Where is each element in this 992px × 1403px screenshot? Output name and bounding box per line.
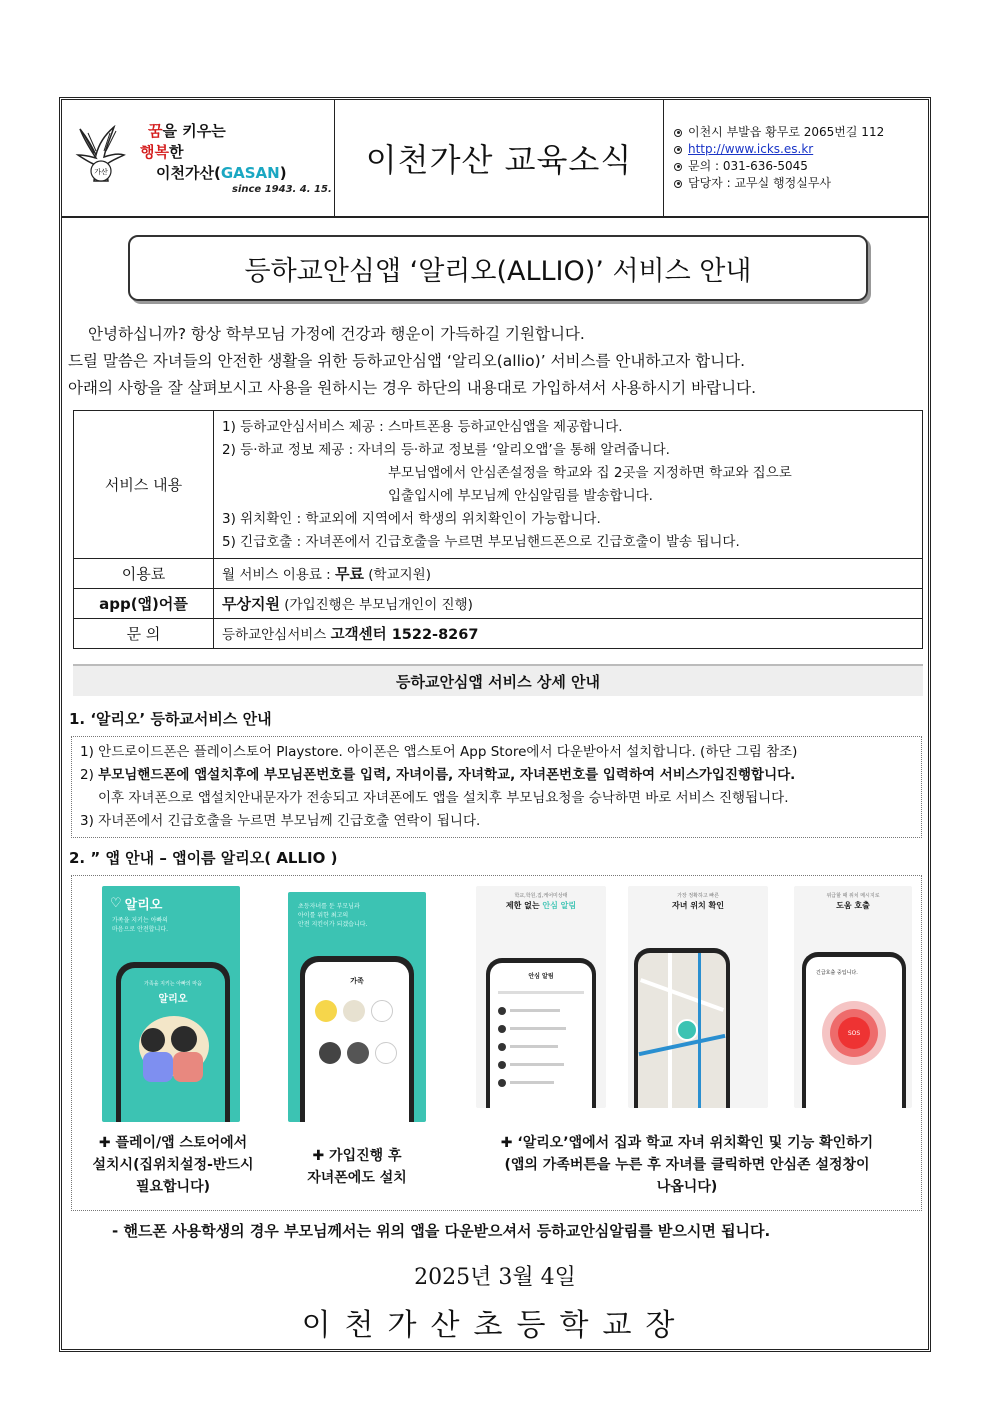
app-screenshots-box <box>71 875 922 1211</box>
intro-line-2: 드릴 말씀은 자녀들의 안전한 생활을 위한 등하교안심앱 ‘알리오(allio)’ 서비스를 안내하고자 합니다. <box>68 352 746 370</box>
section-1-line-4: 3) 자녀폰에서 긴급호출을 누르면 부모님께 긴급호출 연락이 됩니다. <box>80 813 481 829</box>
app-screenshot-4: 가장 정확하고 빠른 자녀 위치 확인 <box>628 886 768 1108</box>
app-screenshot-5: 위급할 때 위치 메시지로 도움 호출 긴급호출 중입니다. SOS <box>794 886 912 1108</box>
fee-label: 이용료 <box>74 559 214 589</box>
phone-row: 문의 : 031-636-5045 <box>674 158 928 175</box>
heart-icon: ♡ <box>110 896 122 911</box>
newsletter-frame <box>59 97 931 1352</box>
app-cell: 무상지원 (가입진행은 부모님개인이 진행) <box>214 589 923 619</box>
app-screenshot-2: 초등자녀를 둔 부모님과 아이를 위한 최고의 안전 지킨이가 되겠습니다. 가족 <box>288 892 426 1122</box>
caption-3: ✚ ‘알리오’앱에서 집과 학교 자녀 위치확인 및 기능 확인하기 (앱의 가족버튼을 누른 후 자녀를 클릭하면 안심존 설정창이 나옵니다) <box>500 1135 874 1195</box>
avatar <box>347 1042 369 1064</box>
school-slogan: 꿈을 키우는 행복한 이천가산(GASAN) <box>140 122 287 182</box>
bullet-icon <box>674 129 682 137</box>
sos-button: SOS <box>838 1017 870 1049</box>
principal-signature: 이천가산초등학교장 <box>301 1308 689 1343</box>
avatar <box>343 1000 365 1022</box>
section-2-heading: 2. ” 앱 안내 – 앱이름 알리오( ALLIO ) <box>69 849 338 867</box>
intro-line-1: 안녕하십니까? 항상 학부모님 가정에 건강과 행운이 가득하길 기원합니다. <box>88 325 585 343</box>
avatar <box>315 1000 337 1022</box>
school-emblem-icon <box>74 125 126 185</box>
intro-line-3: 아래의 사항을 잘 살펴보시고 사용을 원하시는 경우 하단의 내용대로 가입하셔서 사용하시기 바랍니다. <box>68 379 756 397</box>
caption-1: ✚ 플레이/앱 스토어에서 설치시(집위치설정-반드시 필요합니다) <box>92 1135 254 1195</box>
newsletter-title: 이천가산 교육소식 <box>335 100 664 216</box>
footnote: - 핸드폰 사용학생의 경우 부모님께서는 위의 앱을 다운받으셔서 등하교안심알림를 받으시면 됩니다. <box>112 1222 771 1240</box>
app-label: app(앱)어플 <box>74 589 214 619</box>
school-contact-info <box>664 100 928 216</box>
newsletter-header <box>62 100 928 218</box>
inquiry-cell: 등하교안심서비스 고객센터 1522-8267 <box>214 619 923 649</box>
detail-section-title: 등하교안심앱 서비스 상세 안내 <box>73 664 923 696</box>
website-link[interactable]: http://www.icks.es.kr <box>688 142 814 156</box>
section-1-line-3: 이후 자녀폰으로 앱설치안내문자가 전송되고 자녀폰에도 앱을 설치후 부모님요청을 승낙하면 바로 서비스 진행됩니다. <box>98 790 789 806</box>
bullet-icon <box>674 163 682 171</box>
address-row: 이천시 부발읍 황무로 2065번길 112 <box>674 124 928 141</box>
inquiry-label: 문 의 <box>74 619 214 649</box>
notice-title: 등하교안심앱 ‘알리오(ALLIO)’ 서비스 안내 <box>128 235 868 301</box>
school-logo-block <box>62 100 335 216</box>
location-pin-icon <box>676 1019 698 1041</box>
table-row <box>74 619 923 649</box>
app-screenshot-1: ♡ 알리오 가족을 지키는 아빠의 마음으로 안전합니다. 가족을 지키는 아빠의 마음 알리오 <box>102 886 240 1122</box>
bullet-icon <box>674 180 682 188</box>
table-row <box>74 589 923 619</box>
section-1-line-2: 2) 부모님핸드폰에 앱설치후에 부모님폰번호를 입력, 자녀이름, 자녀학교, 자녀폰번호를 입력하여 서비스가입진행합니다. <box>80 767 796 783</box>
website-row <box>674 141 928 158</box>
family-illustration <box>141 1028 165 1052</box>
fee-cell: 월 서비스 이용료 : 무료 (학교지원) <box>214 559 923 589</box>
avatar <box>319 1042 341 1064</box>
service-content-cell: 1) 등하교안심서비스 제공 : 스마트폰용 등하교안심앱을 제공합니다. 2) 등·하교 정보 제공 : 자녀의 등·하교 정보를 ‘알리오앱’을 통해 알려줍니다. 부모님앱에서 안심존설정을 학교와 집 2곳을 지정하면 학교와 집으로 입출입시에 부모님께 안심알림를 발송합니다. 3) 위치확인 : 학교외에 지역에서 학생의 위치확인이 가능합니다. 5) 긴급호출 : 자녀폰에서 긴급호출을 누르면 부모님핸드폰으로 긴급호출이 발송 됩니다. <box>214 411 923 559</box>
service-content-label: 서비스 내용 <box>74 411 214 559</box>
app-screenshot-3: 학교,학원,집,케어미상태 제한 없는 안심 알림 안심 알림 <box>476 886 606 1108</box>
caption-2: ✚ 가입진행 후 자녀폰에도 설치 <box>307 1148 407 1186</box>
svg-text:가산: 가산 <box>94 168 108 176</box>
table-row <box>74 559 923 589</box>
section-1-line-1: 1) 안드로이드폰은 플레이스토어 Playstore. 아이폰은 앱스토어 App Store에서 다운받아서 설치합니다. (하단 그림 참조) <box>80 744 798 760</box>
contact-person-row: 담당자 : 교무실 행정실무사 <box>674 175 928 192</box>
issue-date: 2025년 3월 4일 <box>414 1265 576 1290</box>
table-row <box>74 411 923 559</box>
section-1-box <box>71 736 922 838</box>
map-view <box>638 953 726 1108</box>
bullet-icon <box>674 146 682 154</box>
since-date: since 1943. 4. 15. <box>232 184 332 195</box>
service-table <box>73 410 923 649</box>
section-1-heading: 1. ‘알리오’ 등하교서비스 안내 <box>69 710 272 728</box>
